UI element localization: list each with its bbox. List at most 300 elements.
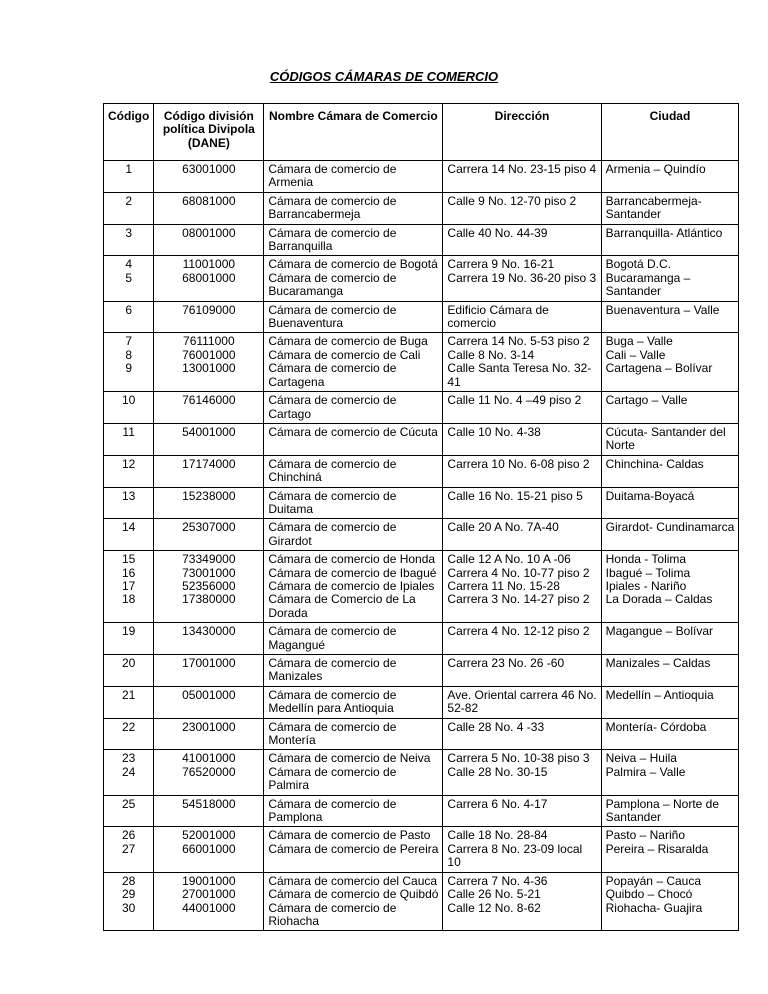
cell-ciudad-line: Armenia – Quindío (605, 162, 706, 176)
cell-nombre (264, 301, 443, 333)
cell-ciudad (601, 795, 739, 827)
cell-nombre-line: Duitama (268, 501, 314, 516)
cell-ciudad-line: Girardot- Cundinamarca (605, 520, 735, 535)
cell-direccion (443, 519, 601, 551)
header-dane-line: (DANE) (187, 135, 230, 150)
cell-ciudad (601, 455, 739, 487)
table-row (104, 686, 739, 718)
table-row (104, 423, 739, 455)
cell-ciudad-line: Riohacha- Guajira (605, 900, 703, 915)
cell-ciudad-line: Buga – Valle (605, 334, 673, 349)
cell-ciudad-line: Cartago – Valle (605, 393, 688, 408)
cell-nombre-line: Buenaventura (268, 316, 344, 331)
cell-ciudad-line: Barrancabermeja- (605, 193, 702, 208)
cell-ciudad-line: Bogotá D.C. (605, 257, 671, 272)
cell-direccion-line: Calle 9 No. 12-70 piso 2 (447, 193, 577, 208)
cell-ciudad-line: Pereira – Risaralda (605, 841, 709, 856)
cell-codigo (104, 750, 154, 795)
cell-dane-line: 68001000 (182, 270, 236, 285)
cell-nombre (264, 872, 443, 931)
cell-codigo-line: 14 (121, 520, 136, 535)
table-row (104, 750, 739, 795)
cell-ciudad-line: Duitama-Boyacá (605, 488, 695, 503)
cell-codigo-line: 13 (121, 488, 136, 503)
cell-nombre-line: Girardot (268, 533, 312, 548)
cell-codigo-line: 8 (125, 347, 132, 362)
cell-codigo-line: 22 (121, 719, 136, 734)
cell-nombre (264, 224, 443, 256)
cell-dane (154, 487, 264, 519)
cell-direccion-line: Carrera 9 No. 16-21 (447, 257, 555, 272)
cell-codigo-line: 20 (121, 656, 136, 670)
cell-codigo (104, 392, 154, 424)
cell-dane (154, 551, 264, 623)
cell-codigo-line: 7 (125, 334, 132, 349)
cell-codigo (104, 655, 154, 687)
cell-dane-line: 13430000 (182, 624, 236, 639)
cell-dane-line: 52356000 (182, 578, 236, 593)
header-ciudad: Ciudad (601, 104, 739, 161)
cell-codigo (104, 872, 154, 931)
cell-codigo (104, 224, 154, 256)
cell-ciudad (601, 487, 739, 519)
cell-ciudad-line: Ipiales - Nariño (605, 578, 687, 593)
cell-nombre-line: Cámara de comercio de Quibdó (268, 887, 439, 902)
cell-nombre-line: Cámara de comercio de Cali (268, 347, 421, 362)
table-row (104, 256, 739, 301)
cell-codigo (104, 795, 154, 827)
cell-ciudad-line: La Dorada – Caldas (605, 592, 713, 607)
cell-nombre (264, 487, 443, 519)
cell-direccion (443, 192, 601, 224)
cell-codigo-line: 30 (121, 900, 136, 915)
cell-nombre-line: Barranquilla (268, 239, 333, 254)
cell-ciudad-line: Popayán – Cauca (605, 873, 702, 888)
cell-ciudad-line: Quibdo – Chocó (605, 887, 693, 902)
header-direccion: Dirección (443, 104, 601, 161)
cell-codigo (104, 256, 154, 301)
cell-ciudad-line: Magangue – Bolívar (605, 624, 714, 639)
table-row (104, 795, 739, 827)
cell-direccion (443, 301, 601, 333)
cell-codigo-line: 25 (121, 796, 136, 811)
cell-direccion (443, 872, 601, 931)
cell-dane-line: 68081000 (182, 193, 236, 208)
cell-dane-line: 23001000 (182, 719, 236, 734)
cell-dane (154, 224, 264, 256)
cell-dane-line: 27001000 (182, 887, 236, 902)
cell-ciudad (601, 161, 739, 193)
cell-codigo-line: 29 (121, 887, 136, 902)
cell-nombre-line: Cámara de comercio de Ipiales (268, 578, 435, 593)
cell-ciudad (601, 333, 739, 392)
cell-nombre-line: Pamplona (268, 810, 323, 825)
cell-dane (154, 655, 264, 687)
cell-dane-line: 08001000 (182, 225, 236, 240)
cell-dane (154, 872, 264, 931)
cell-nombre (264, 333, 443, 392)
cell-codigo (104, 519, 154, 551)
cell-nombre-line: Cámara de comercio de (268, 225, 397, 240)
cell-nombre (264, 192, 443, 224)
cell-codigo-line: 6 (125, 302, 132, 317)
cell-nombre-line: Bucaramanga (268, 284, 344, 299)
cell-nombre-line: Cámara de Comercio de La (268, 592, 416, 607)
cell-dane-line: 05001000 (182, 687, 236, 702)
cell-codigo-line: 28 (121, 873, 136, 888)
cell-nombre-line: Cámara de comercio de Ibagué (268, 565, 437, 580)
cell-direccion-line: Carrera 4 No. 12-12 piso 2 (447, 624, 590, 639)
table-row (104, 487, 739, 519)
cell-nombre-line: Cámara de comercio de (268, 302, 397, 317)
cell-direccion-line: Carrera 8 No. 23-09 local (447, 841, 583, 856)
cell-direccion-line: Carrera 14 No. 23-15 piso 4 (447, 162, 597, 176)
cell-direccion-line: Carrera 23 No. 26 -60 (447, 656, 565, 670)
cell-codigo (104, 423, 154, 455)
cell-direccion-line: Carrera 4 No. 10-77 piso 2 (447, 565, 590, 580)
cell-codigo (104, 301, 154, 333)
cell-codigo (104, 455, 154, 487)
cell-codigo-line: 1 (125, 162, 132, 176)
cell-ciudad-line: Neiva – Huila (605, 751, 677, 766)
cell-direccion (443, 333, 601, 392)
cell-dane-line: 76001000 (182, 347, 236, 362)
table-body (104, 161, 739, 931)
cell-direccion-line: 10 (447, 855, 461, 870)
cell-nombre-line: Manizales (268, 669, 323, 684)
cell-direccion-line: Calle 12 No. 8-62 (447, 900, 541, 915)
cell-ciudad (601, 718, 739, 750)
cell-ciudad (601, 655, 739, 687)
cell-direccion-line: Calle 12 A No. 10 A -06 (447, 552, 571, 567)
cell-nombre-line: Barrancabermeja (268, 207, 361, 222)
header-dane (154, 104, 264, 161)
cell-dane-line: 76520000 (182, 764, 236, 779)
cell-ciudad (601, 423, 739, 455)
cell-codigo (104, 333, 154, 392)
cell-ciudad (601, 192, 739, 224)
table-row (104, 623, 739, 655)
table-row (104, 333, 739, 392)
cell-nombre-line: Cámara de comercio de (268, 361, 397, 376)
cell-nombre-line: Cámara de comercio de Neiva (268, 751, 431, 766)
cell-nombre-line: Palmira (268, 778, 310, 793)
cell-dane-line: 17380000 (182, 592, 236, 607)
cell-dane-line: 76146000 (182, 393, 236, 408)
cell-codigo-line: 9 (125, 361, 132, 376)
cell-direccion-line: Carrera 11 No. 15-28 (447, 578, 560, 593)
cell-ciudad (601, 551, 739, 623)
cell-direccion-line: Ave. Oriental carrera 46 No. (447, 687, 597, 702)
cell-direccion (443, 487, 601, 519)
table-row (104, 392, 739, 424)
cell-dane-line: 73001000 (182, 565, 236, 580)
cell-direccion (443, 161, 601, 193)
cell-direccion-line: Carrera 5 No. 10-38 piso 3 (447, 751, 590, 766)
cell-dane-line: 15238000 (182, 488, 236, 503)
cell-nombre-line: Cámara de comercio de (268, 193, 397, 208)
cell-direccion-line: Calle 40 No. 44-39 (447, 225, 548, 240)
cell-ciudad (601, 301, 739, 333)
cell-ciudad-line: Pamplona – Norte de (605, 796, 720, 811)
cell-ciudad-line: Norte (605, 438, 635, 453)
cell-dane (154, 623, 264, 655)
table-row (104, 224, 739, 256)
cell-nombre-line: Cartago (268, 406, 312, 421)
cell-dane (154, 519, 264, 551)
cell-dane (154, 301, 264, 333)
cell-codigo (104, 487, 154, 519)
cell-nombre-line: Cámara de comercio de (268, 488, 397, 503)
chambers-table (103, 103, 739, 931)
cell-nombre-line: Cámara de comercio de (268, 796, 397, 811)
cell-dane (154, 161, 264, 193)
cell-ciudad-line: Montería- Córdoba (605, 719, 707, 734)
cell-dane-line: 52001000 (182, 828, 236, 843)
cell-dane (154, 455, 264, 487)
cell-ciudad-line: Cali – Valle (605, 347, 666, 362)
cell-direccion (443, 256, 601, 301)
cell-direccion-line: Carrera 14 No. 5-53 piso 2 (447, 334, 590, 349)
cell-nombre (264, 623, 443, 655)
document-title: CÓDIGOS CÁMARAS DE COMERCIO (269, 69, 499, 84)
cell-direccion (443, 455, 601, 487)
cell-codigo (104, 623, 154, 655)
cell-dane (154, 333, 264, 392)
cell-dane-line: 11001000 (182, 257, 236, 272)
cell-nombre-line: Medellín para Antioquia (268, 701, 394, 716)
cell-ciudad-line: Palmira – Valle (605, 764, 686, 779)
cell-dane-line: 76109000 (182, 302, 236, 317)
table-row (104, 655, 739, 687)
cell-codigo (104, 192, 154, 224)
cell-nombre-line: Cámara de comercio del Cauca (268, 873, 438, 888)
table-row (104, 551, 739, 623)
cell-direccion-line: Calle 20 A No. 7A-40 (447, 520, 559, 535)
cell-codigo-line: 11 (122, 424, 135, 439)
header-dane-line: Código división (163, 109, 254, 123)
header-dane-line: política Divipola (162, 122, 255, 137)
cell-direccion (443, 718, 601, 750)
cell-codigo (104, 718, 154, 750)
cell-direccion (443, 224, 601, 256)
cell-dane-line: 17001000 (182, 656, 236, 670)
cell-direccion-line: Calle 28 No. 4 -33 (447, 719, 545, 734)
cell-codigo-line: 26 (121, 828, 136, 843)
cell-dane (154, 750, 264, 795)
table-row (104, 519, 739, 551)
cell-direccion-line: Carrera 6 No. 4-17 (447, 796, 548, 811)
cell-direccion (443, 423, 601, 455)
cell-nombre (264, 750, 443, 795)
cell-nombre (264, 795, 443, 827)
header-codigo: Código (104, 104, 154, 161)
table-row (104, 718, 739, 750)
cell-nombre (264, 256, 443, 301)
cell-nombre-line: Cámara de comercio de (268, 764, 397, 779)
cell-direccion-line: Calle 16 No. 15-21 piso 5 (447, 488, 583, 503)
cell-dane (154, 827, 264, 872)
cell-nombre (264, 827, 443, 872)
cell-ciudad (601, 256, 739, 301)
cell-nombre (264, 161, 443, 193)
cell-direccion-line: 52-82 (447, 701, 479, 716)
cell-nombre-line: Cámara de comercio de Pereira (268, 841, 439, 856)
cell-direccion (443, 655, 601, 687)
cell-ciudad-line: Manizales – Caldas (605, 656, 711, 670)
cell-direccion-line: Calle 10 No. 4-38 (447, 424, 541, 439)
cell-dane-line: 76111000 (183, 334, 235, 349)
cell-codigo-line: 23 (121, 751, 136, 766)
cell-direccion-line: Carrera 7 No. 4-36 (447, 873, 548, 888)
cell-codigo-line: 3 (125, 225, 132, 240)
cell-dane-line: 63001000 (182, 162, 236, 176)
cell-ciudad-line: Cúcuta- Santander del (605, 424, 726, 439)
cell-dane-line: 25307000 (182, 520, 236, 535)
cell-codigo-line: 5 (125, 270, 132, 285)
cell-codigo-line: 16 (121, 565, 136, 580)
cell-nombre-line: Cámara de comercio de (268, 162, 397, 176)
cell-dane (154, 718, 264, 750)
cell-dane-line: 13001000 (182, 361, 236, 376)
cell-ciudad (601, 872, 739, 931)
cell-direccion-line: 41 (447, 374, 461, 389)
cell-dane (154, 192, 264, 224)
cell-nombre (264, 392, 443, 424)
cell-codigo-line: 17 (121, 578, 136, 593)
cell-ciudad-line: Santander (605, 284, 661, 299)
cell-ciudad-line: Cartagena – Bolívar (605, 361, 713, 376)
cell-nombre (264, 655, 443, 687)
cell-nombre-line: Cámara de comercio de (268, 687, 397, 702)
cell-nombre-line: Riohacha (268, 913, 320, 928)
table-row (104, 192, 739, 224)
cell-direccion-line: comercio (447, 316, 497, 331)
cell-dane-line: 66001000 (182, 841, 236, 856)
cell-dane-line: 17174000 (182, 456, 236, 471)
cell-ciudad-line: Chinchina- Caldas (605, 456, 704, 471)
cell-direccion (443, 551, 601, 623)
cell-codigo-line: 21 (121, 687, 136, 702)
cell-nombre-line: Dorada (268, 605, 308, 620)
cell-dane-line: 41001000 (182, 751, 236, 766)
cell-nombre-line: Armenia (268, 175, 314, 190)
cell-dane (154, 423, 264, 455)
cell-direccion-line: Calle Santa Teresa No. 32- (447, 361, 592, 376)
cell-codigo (104, 551, 154, 623)
cell-ciudad-line: Buenaventura – Valle (605, 302, 720, 317)
cell-direccion (443, 623, 601, 655)
cell-dane (154, 392, 264, 424)
cell-dane-line: 54001000 (182, 424, 236, 439)
cell-codigo-line: 2 (125, 193, 132, 208)
cell-ciudad (601, 750, 739, 795)
cell-direccion-line: Carrera 10 No. 6-08 piso 2 (447, 456, 590, 471)
cell-nombre-line: Cámara de comercio de (268, 456, 397, 471)
cell-dane-line: 19001000 (182, 873, 236, 888)
cell-direccion (443, 827, 601, 872)
table-row (104, 455, 739, 487)
table-row (104, 872, 739, 931)
cell-dane (154, 795, 264, 827)
cell-ciudad-line: Bucaramanga – (605, 270, 691, 285)
cell-nombre (264, 455, 443, 487)
cell-nombre (264, 423, 443, 455)
cell-ciudad-line: Honda - Tolima (605, 552, 687, 567)
cell-dane (154, 256, 264, 301)
cell-codigo (104, 161, 154, 193)
cell-nombre-line: Cámara de comercio de (268, 393, 397, 408)
cell-direccion-line: Carrera 3 No. 14-27 piso 2 (447, 592, 590, 607)
cell-nombre (264, 686, 443, 718)
cell-dane (154, 686, 264, 718)
cell-direccion-line: Calle 11 No. 4 –49 piso 2 (447, 393, 582, 408)
cell-nombre-line: Cámara de comercio de (268, 520, 397, 535)
cell-direccion (443, 750, 601, 795)
cell-ciudad (601, 519, 739, 551)
table-row (104, 301, 739, 333)
cell-codigo-line: 24 (121, 764, 136, 779)
cell-nombre-line: Cartagena (268, 374, 325, 389)
cell-nombre-line: Cámara de comercio de (268, 270, 397, 285)
cell-codigo-line: 4 (125, 257, 132, 272)
cell-nombre-line: Cámara de comercio de Cúcuta (268, 424, 438, 439)
cell-dane-line: 54518000 (182, 796, 236, 811)
cell-direccion-line: Calle 28 No. 30-15 (447, 764, 548, 779)
cell-ciudad-line: Santander (605, 810, 661, 825)
cell-ciudad (601, 224, 739, 256)
cell-direccion-line: Calle 18 No. 28-84 (447, 828, 548, 843)
cell-direccion-line: Calle 26 No. 5-21 (447, 887, 541, 902)
table-row (104, 827, 739, 872)
cell-nombre-line: Cámara de comercio de Buga (268, 334, 428, 349)
cell-codigo-line: 27 (121, 841, 136, 856)
cell-codigo-line: 12 (121, 456, 136, 471)
cell-direccion (443, 686, 601, 718)
cell-nombre-line: Cámara de comercio de Bogotá (268, 257, 438, 272)
cell-ciudad (601, 686, 739, 718)
cell-nombre-line: Montería (268, 733, 316, 748)
cell-nombre-line: Cámara de comercio de Honda (268, 552, 436, 567)
cell-nombre (264, 551, 443, 623)
cell-nombre-line: Cámara de comercio de (268, 624, 397, 639)
header-nombre: Nombre Cámara de Comercio (264, 104, 443, 161)
cell-ciudad (601, 827, 739, 872)
cell-dane-line: 44001000 (182, 900, 236, 915)
cell-nombre-line: Cámara de comercio de (268, 656, 397, 670)
cell-codigo (104, 686, 154, 718)
cell-nombre (264, 519, 443, 551)
cell-codigo-line: 18 (121, 592, 136, 607)
cell-direccion-line: Calle 8 No. 3-14 (447, 347, 535, 362)
table-header-row (104, 104, 739, 161)
cell-direccion (443, 392, 601, 424)
cell-ciudad-line: Santander (605, 207, 661, 222)
cell-codigo (104, 827, 154, 872)
cell-nombre-line: Cámara de comercio de Pasto (268, 828, 431, 843)
cell-ciudad-line: Medellín – Antioquia (605, 687, 714, 702)
cell-nombre-line: Magangué (268, 637, 326, 652)
cell-ciudad-line: Barranquilla- Atlántico (605, 225, 723, 240)
table-row (104, 161, 739, 193)
cell-direccion (443, 795, 601, 827)
cell-ciudad-line: Pasto – Nariño (605, 828, 685, 843)
cell-codigo-line: 19 (121, 624, 136, 639)
cell-direccion-line: Edificio Cámara de (447, 302, 549, 317)
cell-nombre (264, 718, 443, 750)
cell-direccion-line: Carrera 19 No. 36-20 piso 3 (447, 270, 597, 285)
cell-dane-line: 73349000 (182, 552, 236, 567)
